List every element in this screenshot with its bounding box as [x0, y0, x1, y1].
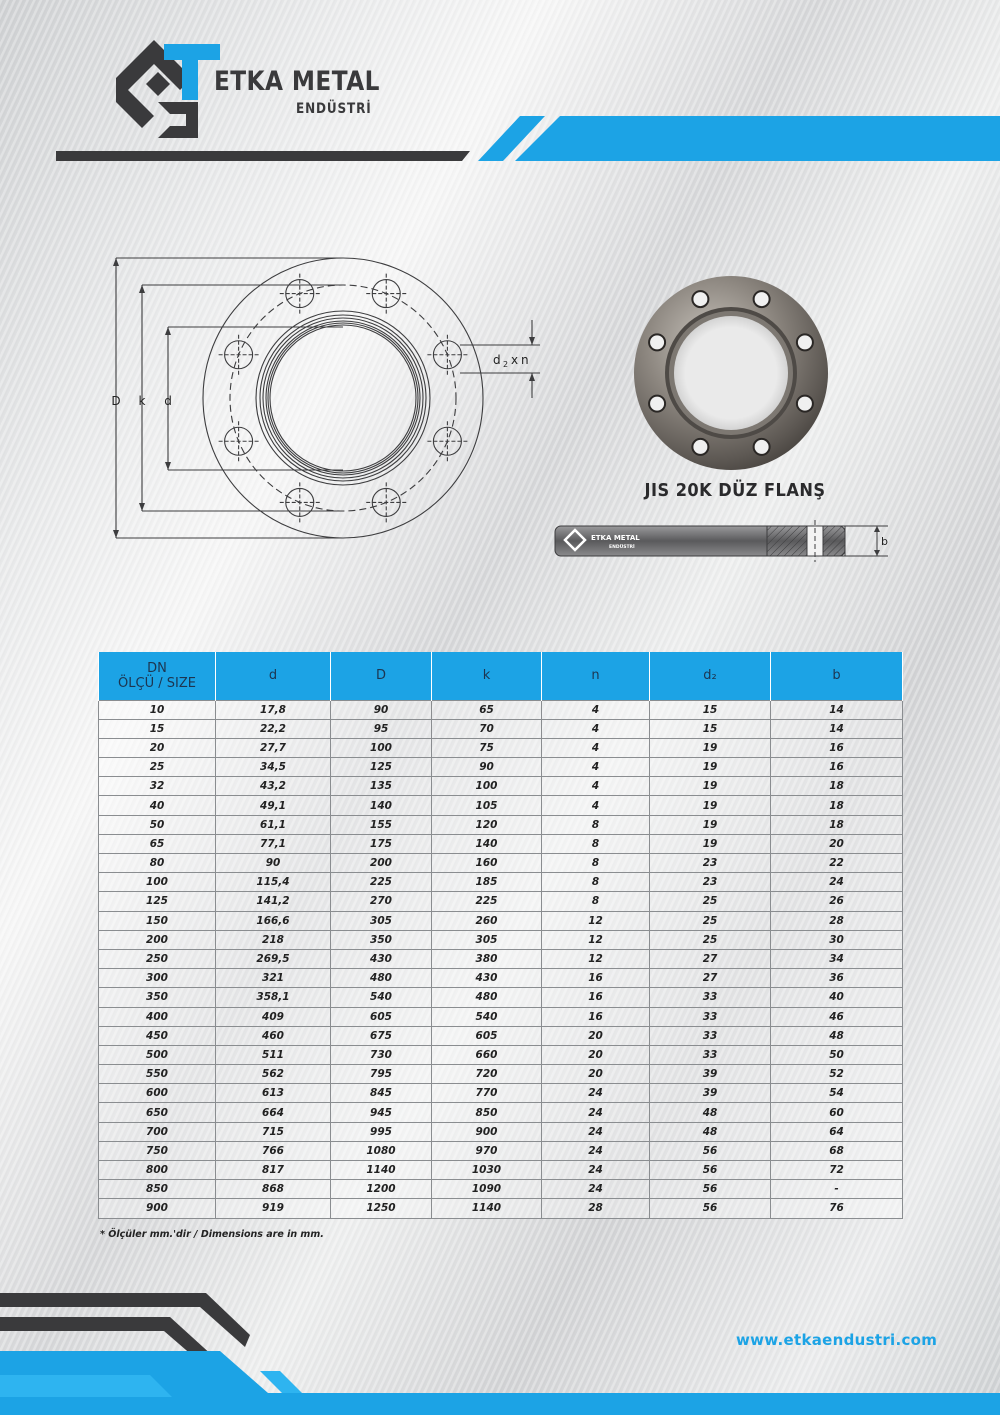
side-logo-name: ETKA METAL: [591, 534, 640, 542]
cell-b: 28: [771, 911, 903, 930]
cell-k: 380: [432, 949, 542, 968]
flange-technical-drawing: [100, 248, 560, 558]
cell-d: 49,1: [216, 796, 331, 815]
cell-D: 995: [331, 1122, 432, 1141]
cell-size: 40: [99, 796, 216, 815]
cell-size: 32: [99, 777, 216, 796]
side-logo-sub: ENDÜSTRİ: [609, 545, 635, 550]
photo-bolt-hole: [649, 334, 665, 350]
photo-bolt-hole: [754, 439, 770, 455]
cell-b: 16: [771, 758, 903, 777]
cell-d: 664: [216, 1103, 331, 1122]
table-row: [99, 1007, 903, 1026]
cell-k: 1090: [432, 1180, 542, 1199]
table-row: [99, 796, 903, 815]
cell-D: 100: [331, 738, 432, 757]
cell-n: 4: [542, 700, 650, 719]
cell-d2: 19: [650, 777, 771, 796]
cell-d: 77,1: [216, 834, 331, 853]
cell-D: 675: [331, 1026, 432, 1045]
cell-b: 54: [771, 1084, 903, 1103]
cell-b: 24: [771, 873, 903, 892]
cell-d2: 33: [650, 1045, 771, 1064]
cell-d2: 19: [650, 758, 771, 777]
cell-n: 4: [542, 796, 650, 815]
cell-b: 18: [771, 815, 903, 834]
cell-b: 40: [771, 988, 903, 1007]
cell-D: 795: [331, 1065, 432, 1084]
cell-D: 430: [331, 949, 432, 968]
col-header-n: n: [542, 652, 650, 700]
cell-D: 270: [331, 892, 432, 911]
cell-D: 135: [331, 777, 432, 796]
cell-d: 613: [216, 1084, 331, 1103]
cell-d2: 19: [650, 796, 771, 815]
header-stripes: [0, 110, 1000, 170]
cell-k: 120: [432, 815, 542, 834]
cell-k: 430: [432, 969, 542, 988]
table-row: [99, 758, 903, 777]
cell-d2: 39: [650, 1084, 771, 1103]
cell-d2: 48: [650, 1122, 771, 1141]
cell-size: 650: [99, 1103, 216, 1122]
brand-subtitle: ENDÜSTRİ: [296, 101, 372, 117]
table-row: [99, 1141, 903, 1160]
cell-n: 28: [542, 1199, 650, 1218]
table-row: [99, 1161, 903, 1180]
cell-b: 50: [771, 1045, 903, 1064]
table-row: [99, 1103, 903, 1122]
cell-size: 65: [99, 834, 216, 853]
table-row: [99, 969, 903, 988]
table-row: [99, 719, 903, 738]
cell-k: 605: [432, 1026, 542, 1045]
cell-n: 8: [542, 892, 650, 911]
footnote: * Ölçüler mm.'dir / Dimensions are in mm.: [100, 1229, 324, 1240]
col-header-size-line2: ÖLÇÜ / SIZE: [118, 675, 196, 691]
cell-D: 140: [331, 796, 432, 815]
flange-photo: [632, 274, 830, 472]
dim-label-d2-sub: 2: [503, 360, 509, 369]
cell-b: 72: [771, 1161, 903, 1180]
cell-n: 24: [542, 1122, 650, 1141]
table-row: [99, 988, 903, 1007]
cell-d2: 19: [650, 738, 771, 757]
cell-n: 12: [542, 911, 650, 930]
table-row: [99, 1026, 903, 1045]
website-link[interactable]: www.etkaendustri.com: [736, 1331, 938, 1349]
cell-n: 12: [542, 930, 650, 949]
dim-label-D: D: [111, 394, 121, 408]
cell-n: 16: [542, 1007, 650, 1026]
cell-d: 17,8: [216, 700, 331, 719]
cell-size: 250: [99, 949, 216, 968]
col-header-k: k: [432, 652, 542, 700]
cell-n: 24: [542, 1141, 650, 1160]
cell-k: 105: [432, 796, 542, 815]
cell-size: 850: [99, 1180, 216, 1199]
cell-k: 160: [432, 854, 542, 873]
flange-side-drawing: [553, 518, 898, 566]
cell-size: 750: [99, 1141, 216, 1160]
cell-size: 150: [99, 911, 216, 930]
cell-b: 52: [771, 1065, 903, 1084]
cell-d: 269,5: [216, 949, 331, 968]
cell-D: 1250: [331, 1199, 432, 1218]
cell-d: 34,5: [216, 758, 331, 777]
cell-d2: 56: [650, 1141, 771, 1160]
table-row: [99, 815, 903, 834]
cell-size: 900: [99, 1199, 216, 1218]
cell-d: 817: [216, 1161, 331, 1180]
cell-D: 1200: [331, 1180, 432, 1199]
cell-size: 700: [99, 1122, 216, 1141]
cell-n: 12: [542, 949, 650, 968]
dim-label-d2: d: [493, 353, 501, 367]
cell-k: 900: [432, 1122, 542, 1141]
cell-size: 80: [99, 854, 216, 873]
cell-size: 25: [99, 758, 216, 777]
cell-D: 845: [331, 1084, 432, 1103]
cell-n: 24: [542, 1103, 650, 1122]
cell-d: 562: [216, 1065, 331, 1084]
cell-d: 43,2: [216, 777, 331, 796]
table-row: [99, 873, 903, 892]
cell-d2: 25: [650, 892, 771, 911]
cell-n: 24: [542, 1084, 650, 1103]
cell-size: 100: [99, 873, 216, 892]
cell-b: 34: [771, 949, 903, 968]
cell-d: 61,1: [216, 815, 331, 834]
cell-size: 600: [99, 1084, 216, 1103]
table-row: [99, 777, 903, 796]
cell-b: -: [771, 1180, 903, 1199]
cell-n: 20: [542, 1065, 650, 1084]
table-row: [99, 892, 903, 911]
cell-n: 24: [542, 1180, 650, 1199]
cell-k: 660: [432, 1045, 542, 1064]
cell-d: 919: [216, 1199, 331, 1218]
cell-d: 27,7: [216, 738, 331, 757]
col-header-b: b: [771, 652, 903, 700]
table-row: [99, 911, 903, 930]
cell-k: 70: [432, 719, 542, 738]
cell-n: 24: [542, 1161, 650, 1180]
cell-n: 4: [542, 777, 650, 796]
dim-label-n: n: [521, 353, 529, 367]
cell-d: 141,2: [216, 892, 331, 911]
cell-d2: 15: [650, 719, 771, 738]
cell-n: 4: [542, 758, 650, 777]
cell-d2: 27: [650, 969, 771, 988]
cell-b: 68: [771, 1141, 903, 1160]
cell-b: 18: [771, 777, 903, 796]
dim-label-b: b: [881, 535, 888, 548]
cell-D: 90: [331, 700, 432, 719]
cell-d: 90: [216, 854, 331, 873]
cell-k: 185: [432, 873, 542, 892]
cell-b: 46: [771, 1007, 903, 1026]
cell-k: 480: [432, 988, 542, 1007]
dim-label-k: k: [138, 394, 146, 408]
dim-label-x: x: [511, 353, 519, 367]
cell-k: 140: [432, 834, 542, 853]
cell-D: 945: [331, 1103, 432, 1122]
cell-size: 15: [99, 719, 216, 738]
cell-k: 540: [432, 1007, 542, 1026]
cell-d2: 19: [650, 815, 771, 834]
cell-b: 48: [771, 1026, 903, 1045]
cell-b: 22: [771, 854, 903, 873]
cell-k: 75: [432, 738, 542, 757]
cell-k: 100: [432, 777, 542, 796]
cell-D: 1140: [331, 1161, 432, 1180]
cell-size: 300: [99, 969, 216, 988]
cell-n: 8: [542, 815, 650, 834]
cell-n: 8: [542, 873, 650, 892]
cell-size: 500: [99, 1045, 216, 1064]
cell-D: 125: [331, 758, 432, 777]
cell-d2: 48: [650, 1103, 771, 1122]
col-header-size: [99, 652, 216, 700]
cell-D: 350: [331, 930, 432, 949]
col-header-size-line1: DN: [147, 660, 167, 676]
cell-D: 95: [331, 719, 432, 738]
cell-d2: 33: [650, 988, 771, 1007]
spec-table: [98, 652, 903, 1219]
cell-D: 200: [331, 854, 432, 873]
cell-D: 305: [331, 911, 432, 930]
cell-D: 605: [331, 1007, 432, 1026]
cell-b: 20: [771, 834, 903, 853]
cell-d: 22,2: [216, 719, 331, 738]
cell-d: 766: [216, 1141, 331, 1160]
cell-n: 4: [542, 719, 650, 738]
cell-b: 18: [771, 796, 903, 815]
cell-k: 225: [432, 892, 542, 911]
cell-n: 20: [542, 1045, 650, 1064]
table-row: [99, 1122, 903, 1141]
footer-stripes: [0, 1285, 1000, 1415]
cell-d2: 15: [650, 700, 771, 719]
cell-d2: 33: [650, 1007, 771, 1026]
cell-d2: 56: [650, 1180, 771, 1199]
table-row: [99, 834, 903, 853]
cell-k: 65: [432, 700, 542, 719]
col-header-d2: d₂: [650, 652, 771, 700]
cell-d: 115,4: [216, 873, 331, 892]
cell-d2: 27: [650, 949, 771, 968]
col-header-D: D: [331, 652, 432, 700]
cell-d2: 23: [650, 854, 771, 873]
cell-size: 200: [99, 930, 216, 949]
cell-D: 480: [331, 969, 432, 988]
cell-D: 175: [331, 834, 432, 853]
brand-name: ETKA METAL: [214, 66, 380, 97]
cell-b: 16: [771, 738, 903, 757]
cell-d: 358,1: [216, 988, 331, 1007]
cell-k: 720: [432, 1065, 542, 1084]
photo-bolt-hole: [649, 396, 665, 412]
cell-n: 4: [542, 738, 650, 757]
cell-D: 225: [331, 873, 432, 892]
cell-k: 850: [432, 1103, 542, 1122]
cell-n: 16: [542, 988, 650, 1007]
cell-d: 715: [216, 1122, 331, 1141]
cell-d2: 19: [650, 834, 771, 853]
cell-b: 26: [771, 892, 903, 911]
cell-size: 800: [99, 1161, 216, 1180]
cell-size: 20: [99, 738, 216, 757]
cell-D: 730: [331, 1045, 432, 1064]
cell-k: 1030: [432, 1161, 542, 1180]
cell-n: 20: [542, 1026, 650, 1045]
table-row: [99, 1199, 903, 1218]
cell-d: 166,6: [216, 911, 331, 930]
product-title: JIS 20K DÜZ FLANŞ: [644, 480, 826, 501]
cell-k: 260: [432, 911, 542, 930]
table-row: [99, 700, 903, 719]
cell-d2: 25: [650, 930, 771, 949]
cell-b: 14: [771, 700, 903, 719]
cell-b: 30: [771, 930, 903, 949]
photo-bolt-hole: [754, 291, 770, 307]
cell-d2: 56: [650, 1161, 771, 1180]
dim-label-d: d: [164, 394, 172, 408]
cell-d: 511: [216, 1045, 331, 1064]
cell-d: 321: [216, 969, 331, 988]
table-row: [99, 1180, 903, 1199]
cell-b: 60: [771, 1103, 903, 1122]
cell-size: 400: [99, 1007, 216, 1026]
cell-k: 1140: [432, 1199, 542, 1218]
table-header-row: [99, 652, 903, 700]
cell-b: 76: [771, 1199, 903, 1218]
cell-b: 36: [771, 969, 903, 988]
cell-d2: 23: [650, 873, 771, 892]
cell-d2: 56: [650, 1199, 771, 1218]
table-row: [99, 930, 903, 949]
cell-size: 10: [99, 700, 216, 719]
cell-D: 155: [331, 815, 432, 834]
cell-d: 868: [216, 1180, 331, 1199]
cell-b: 14: [771, 719, 903, 738]
cell-d2: 33: [650, 1026, 771, 1045]
cell-size: 350: [99, 988, 216, 1007]
cell-d: 409: [216, 1007, 331, 1026]
table-row: [99, 1045, 903, 1064]
photo-bolt-hole: [797, 396, 813, 412]
photo-bolt-hole: [797, 334, 813, 350]
cell-size: 550: [99, 1065, 216, 1084]
cell-n: 8: [542, 834, 650, 853]
photo-bolt-hole: [692, 291, 708, 307]
cell-size: 125: [99, 892, 216, 911]
photo-bolt-hole: [692, 439, 708, 455]
table-row: [99, 738, 903, 757]
cell-k: 305: [432, 930, 542, 949]
cell-d: 460: [216, 1026, 331, 1045]
cell-k: 770: [432, 1084, 542, 1103]
cell-n: 16: [542, 969, 650, 988]
table-row: [99, 1084, 903, 1103]
cell-size: 450: [99, 1026, 216, 1045]
table-row: [99, 949, 903, 968]
cell-b: 64: [771, 1122, 903, 1141]
col-header-d: d: [216, 652, 331, 700]
cell-d2: 25: [650, 911, 771, 930]
cell-d: 218: [216, 930, 331, 949]
cell-D: 1080: [331, 1141, 432, 1160]
table-row: [99, 854, 903, 873]
cell-d2: 39: [650, 1065, 771, 1084]
cell-size: 50: [99, 815, 216, 834]
cell-k: 90: [432, 758, 542, 777]
table-row: [99, 1065, 903, 1084]
cell-n: 8: [542, 854, 650, 873]
cell-k: 970: [432, 1141, 542, 1160]
cell-D: 540: [331, 988, 432, 1007]
